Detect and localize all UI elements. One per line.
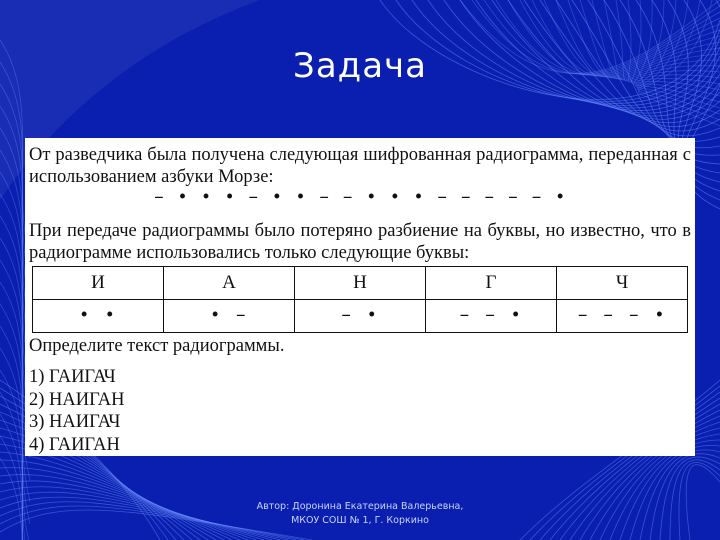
answer-option: 4) ГАИГАН: [29, 434, 120, 455]
answer-options: [29, 366, 125, 456]
table-cell-letter: Н: [295, 267, 426, 300]
decor-line: [670, 460, 720, 540]
answer-option: 1) ГАИГАЧ: [29, 367, 116, 387]
table-cell-letter: Г: [426, 267, 557, 300]
footer-line-author: Автор: Доронина Екатерина Валерьевна,: [256, 501, 464, 512]
table-row-letters: [33, 267, 688, 300]
decor-line: [650, 454, 720, 540]
question-text: Определите текст радиограммы.: [29, 336, 285, 356]
footer-line-school: МКОУ СОШ № 1, Г. Коркино: [291, 515, 429, 526]
morse-letter-table: [32, 266, 688, 333]
task-panel: [25, 138, 695, 456]
task-paragraph-2: При передаче радиограммы было потеряно разбиение на буквы, но известно, что в радиограмме использовались только следующие буквы:: [29, 221, 691, 263]
table-row-codes: [33, 300, 688, 333]
morse-code-message: – • • • – • • – – • • • – – – – – •: [153, 188, 567, 208]
decor-line: [0, 452, 232, 540]
decor-line: [679, 462, 720, 540]
table-cell-letter: И: [33, 267, 164, 300]
table-cell-letter: А: [164, 267, 295, 300]
decor-line: [686, 465, 720, 540]
table-cell-code: • •: [33, 300, 164, 333]
table-cell-code: • –: [164, 300, 295, 333]
author-footer: [200, 500, 520, 528]
slide-title: Задача: [293, 46, 427, 86]
answer-option: 3) НАИГАЧ: [29, 412, 121, 432]
answer-option: 2) НАИГАН: [29, 389, 125, 410]
table-cell-code: – – •: [426, 300, 557, 333]
table-cell-code: – •: [295, 300, 426, 333]
task-paragraph-1: От разведчика была получена следующая шифрованная радиограмма, переданная с использованием азбуки Морзе:: [29, 145, 691, 187]
table-cell-code: – – – •: [557, 300, 688, 333]
table-cell-letter: Ч: [557, 267, 688, 300]
